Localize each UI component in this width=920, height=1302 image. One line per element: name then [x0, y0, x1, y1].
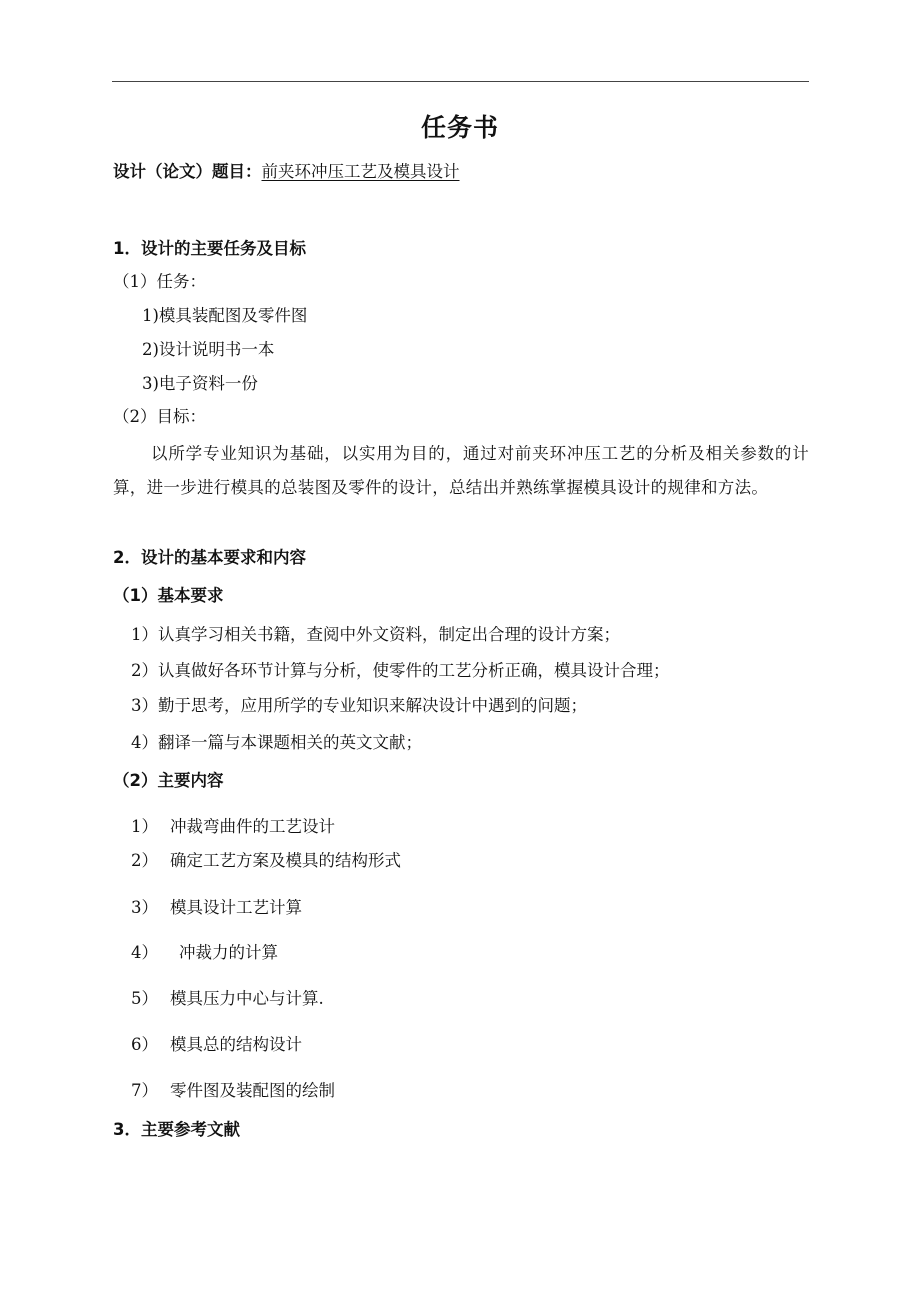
goal-paragraph: 以所学专业知识为基础，以实用为目的，通过对前夹环冲压工艺的分析及相关参数的计算，进一步进行模具的总装图及零件的设计，总结出并熟练掌握模具设计的规律和方法。 — [113, 444, 809, 497]
requirement-item: 2）认真做好各环节计算与分析，使零件的工艺分析正确，模具设计合理； — [131, 661, 670, 680]
content-item-number: 7） — [131, 1081, 158, 1100]
contents-label: （2）主要内容 — [113, 771, 224, 790]
task-item: 3)电子资料一份 — [142, 374, 258, 393]
requirement-item: 3）勤于思考，应用所学的专业知识来解决设计中遇到的问题； — [131, 696, 587, 715]
content-item-number: 1） — [131, 817, 158, 836]
content-item-text: 模具设计工艺计算 — [170, 898, 302, 917]
requirement-item: 1）认真学习相关书籍，查阅中外文资料，制定出合理的设计方案； — [131, 625, 620, 644]
content-item-text: 零件图及装配图的绘制 — [170, 1081, 335, 1100]
topic-line — [113, 161, 460, 183]
task-label: （1）任务： — [113, 272, 206, 291]
section2-heading: 2．设计的基本要求和内容 — [113, 548, 306, 567]
content-item-number: 4） — [131, 943, 158, 962]
content-item-text: 模具压力中心与计算. — [170, 989, 324, 1008]
content-item-text: 冲裁力的计算 — [179, 943, 278, 962]
section1-heading: 1．设计的主要任务及目标 — [113, 239, 306, 258]
content-item-number: 6） — [131, 1035, 158, 1054]
topic-label: 设计（论文）题目： — [113, 162, 262, 181]
content-item-number: 5） — [131, 989, 158, 1008]
requirement-item: 4）翻译一篇与本课题相关的英文文献； — [131, 733, 422, 752]
goal-label: （2）目标： — [113, 407, 206, 426]
content-item-number: 2） — [131, 851, 158, 870]
section3-heading: 3．主要参考文献 — [113, 1120, 240, 1139]
topic-value: 前夹环冲压工艺及模具设计 — [261, 162, 460, 181]
task-item: 2)设计说明书一本 — [142, 340, 275, 359]
task-item: 1)模具装配图及零件图 — [142, 306, 308, 325]
content-item-text: 模具总的结构设计 — [170, 1035, 302, 1054]
content-item-text: 确定工艺方案及模具的结构形式 — [170, 851, 401, 870]
requirements-label: （1）基本要求 — [113, 586, 224, 605]
content-item-text: 冲裁弯曲件的工艺设计 — [170, 817, 335, 836]
content-item-number: 3） — [131, 898, 158, 917]
header-rule — [112, 81, 809, 82]
page-title: 任务书 — [420, 113, 499, 142]
